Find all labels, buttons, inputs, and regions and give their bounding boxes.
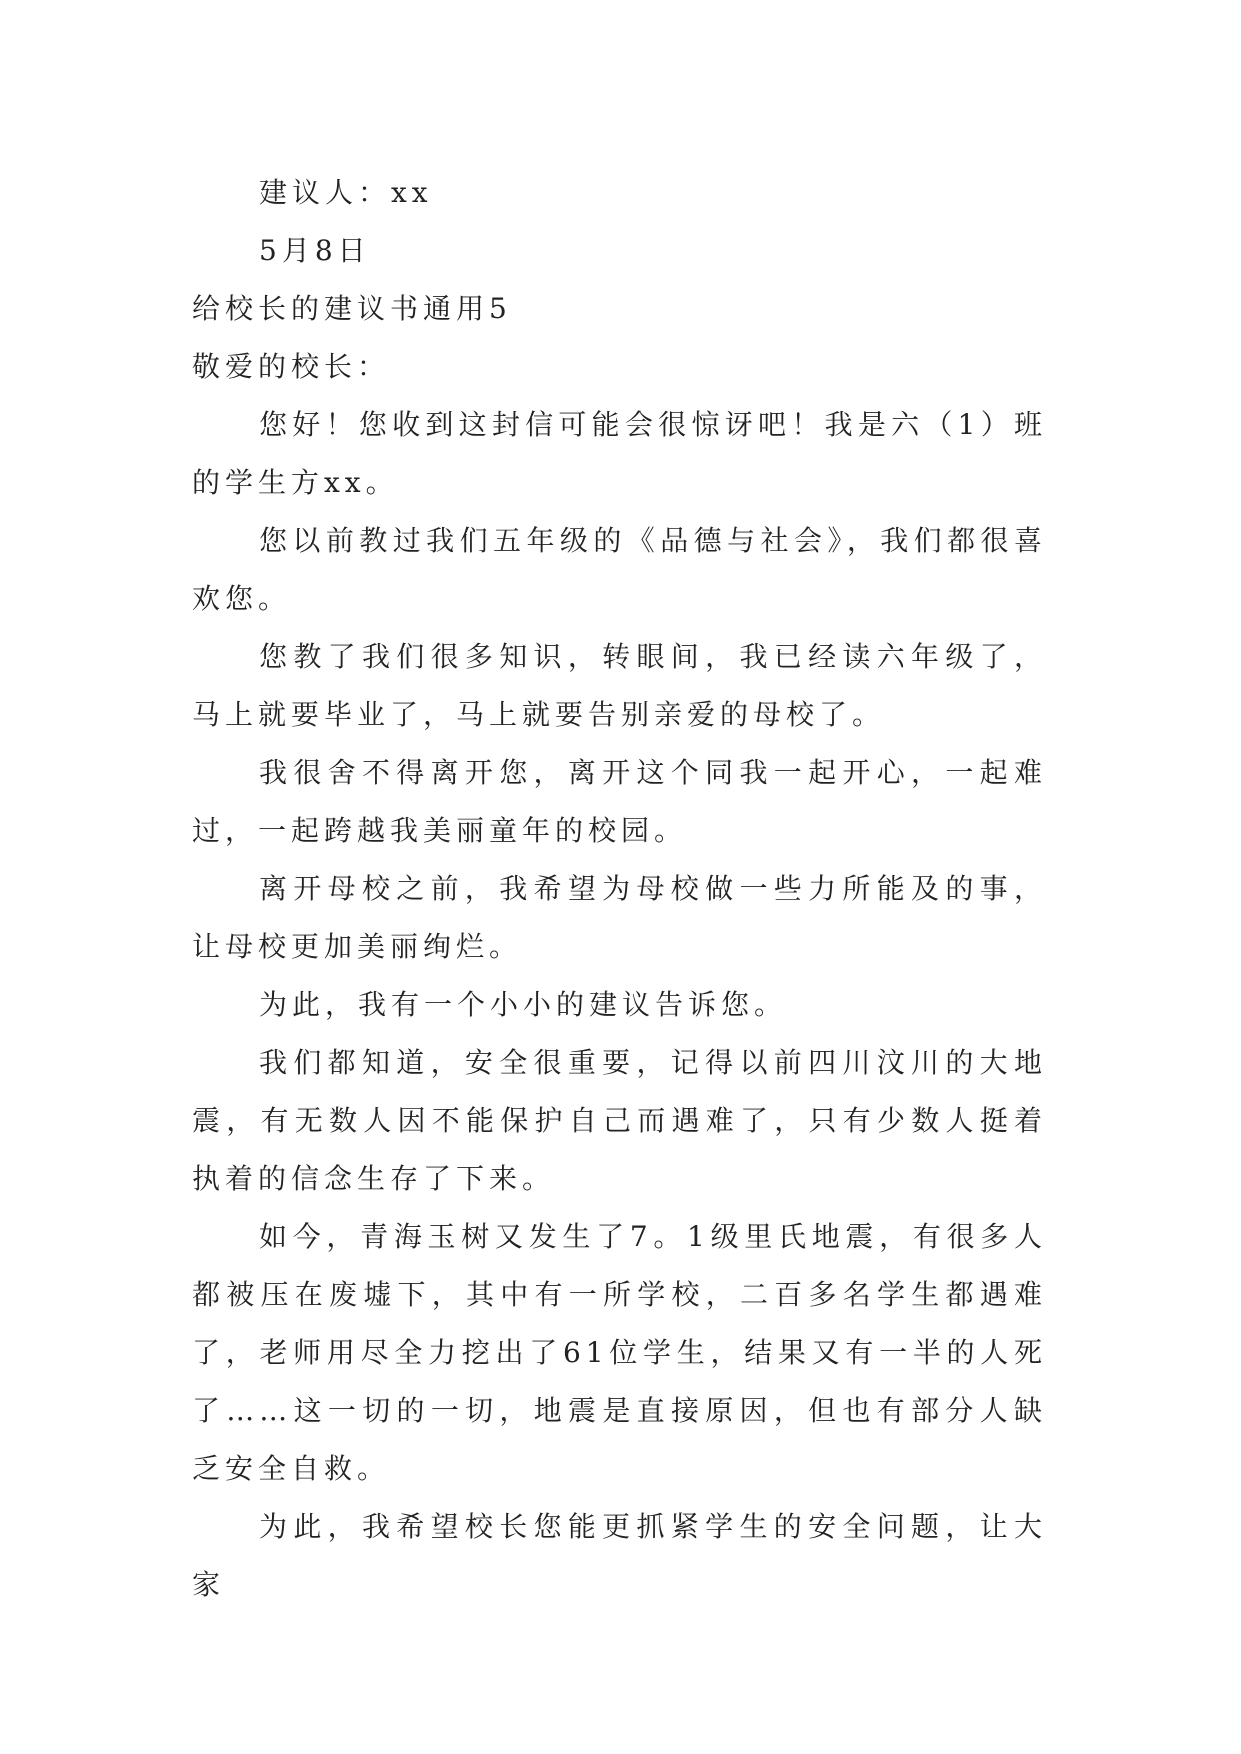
paragraph-suggestion-intro: 为此，我有一个小小的建议告诉您。 (259, 988, 788, 1021)
paragraph-greeting: 您好！您收到这封信可能会很惊讶吧！我是六（1）班的学生方xx。 (192, 408, 1047, 499)
salutation: 敬爱的校长： (192, 350, 391, 383)
document-title: 给校长的建议书通用5 (192, 292, 512, 325)
paragraph-teacher: 您以前教过我们五年级的《品德与社会》，我们都很喜欢您。 (192, 524, 1047, 615)
paragraph-request: 为此，我希望校长您能更抓紧学生的安全问题，让大家 (192, 1510, 1047, 1601)
paragraph-farewell: 我很舍不得离开您，离开这个同我一起开心，一起难过，一起跨越我美丽童年的校园。 (192, 756, 1047, 847)
paragraph-graduation: 您教了我们很多知识，转眼间，我已经读六年级了，马上就要毕业了，马上就要告别亲爱的母校了。 (192, 640, 1047, 731)
paragraph-wish: 离开母校之前，我希望为母校做一些力所能及的事，让母校更加美丽绚烂。 (192, 872, 1047, 963)
date-line: 5月8日 (259, 234, 371, 267)
paragraph-yushu: 如今，青海玉树又发生了7。1级里氏地震，有很多人都被压在废墟下，其中有一所学校，二百多名学生都遇难了，老师用尽全力挖出了61位学生，结果又有一半的人死了……这一切的一切，地震是直接原因，但也有部分人缺乏安全自救。 (192, 1220, 1047, 1485)
document-body (192, 164, 1047, 1614)
paragraph-wenchuan: 我们都知道，安全很重要，记得以前四川汶川的大地震，有无数人因不能保护自己而遇难了，只有少数人挺着执着的信念生存了下来。 (192, 1046, 1047, 1195)
proposer-line: 建议人：xx (259, 176, 433, 209)
